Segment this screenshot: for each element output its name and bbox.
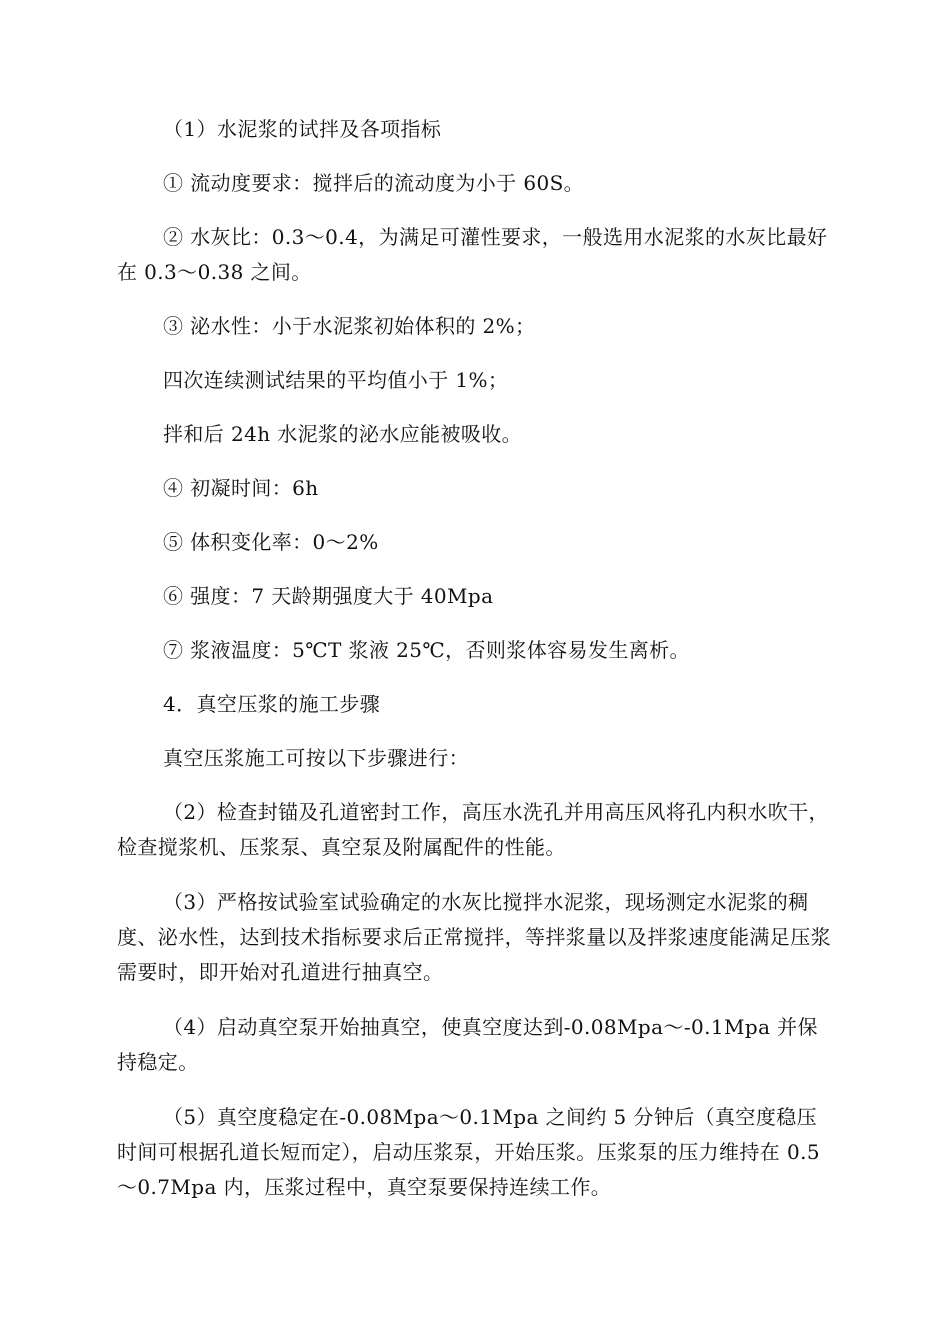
paragraph-volume-change: ⑤ 体积变化率：0～2%: [163, 530, 379, 554]
paragraph-step-2: （2）检查封锚及孔道密封工作，高压水洗孔并用高压风将孔内积水吹干，检查搅浆机、压浆泵、真空泵及附属配件的性能。: [117, 800, 829, 859]
paragraph-grout-trial-heading: （1）水泥浆的试拌及各项指标: [163, 117, 442, 141]
paragraph-bleeding-absorption: 拌和后 24h 水泥浆的泌水应能被吸收。: [163, 422, 523, 446]
paragraph-step-3: （3）严格按试验室试验确定的水灰比搅拌水泥浆，现场测定水泥浆的稠度、泌水性，达到技术指标要求后正常搅拌，等拌浆量以及拌浆速度能满足压浆需要时，即开始对孔道进行抽真空。: [117, 890, 831, 984]
paragraph-bleeding: ③ 泌水性：小于水泥浆初始体积的 2%；: [163, 314, 536, 338]
paragraph-water-cement-ratio: ② 水灰比：0.3～0.4，为满足可灌性要求，一般选用水泥浆的水灰比最好在 0.3～0.38 之间。: [117, 225, 828, 284]
document-body: [117, 112, 833, 1205]
paragraph-initial-setting: ④ 初凝时间：6h: [163, 476, 319, 500]
paragraph-fluidity: ① 流动度要求：搅拌后的流动度为小于 60S。: [163, 171, 585, 195]
section-heading-vacuum-grouting: 4．真空压浆的施工步骤: [163, 692, 381, 716]
paragraph-step-5: （5）真空度稳定在-0.08Mpa～0.1Mpa 之间约 5 分钟后（真空度稳压时间可根据孔道长短而定），启动压浆泵，开始压浆。压浆泵的压力维持在 0.5～0.7Mpa 内，压浆过程中，真空泵要保持连续工作。: [117, 1105, 820, 1199]
paragraph-strength: ⑥ 强度：7 天龄期强度大于 40Mpa: [163, 584, 494, 608]
paragraph-steps-intro: 真空压浆施工可按以下步骤进行：: [163, 746, 469, 770]
paragraph-step-4: （4）启动真空泵开始抽真空，使真空度达到-0.08Mpa～-0.1Mpa 并保持稳定。: [117, 1015, 818, 1074]
paragraph-grout-temperature: ⑦ 浆液温度：5℃T 浆液 25℃，否则浆体容易发生离析。: [163, 638, 690, 662]
paragraph-bleeding-average: 四次连续测试结果的平均值小于 1%；: [163, 368, 509, 392]
